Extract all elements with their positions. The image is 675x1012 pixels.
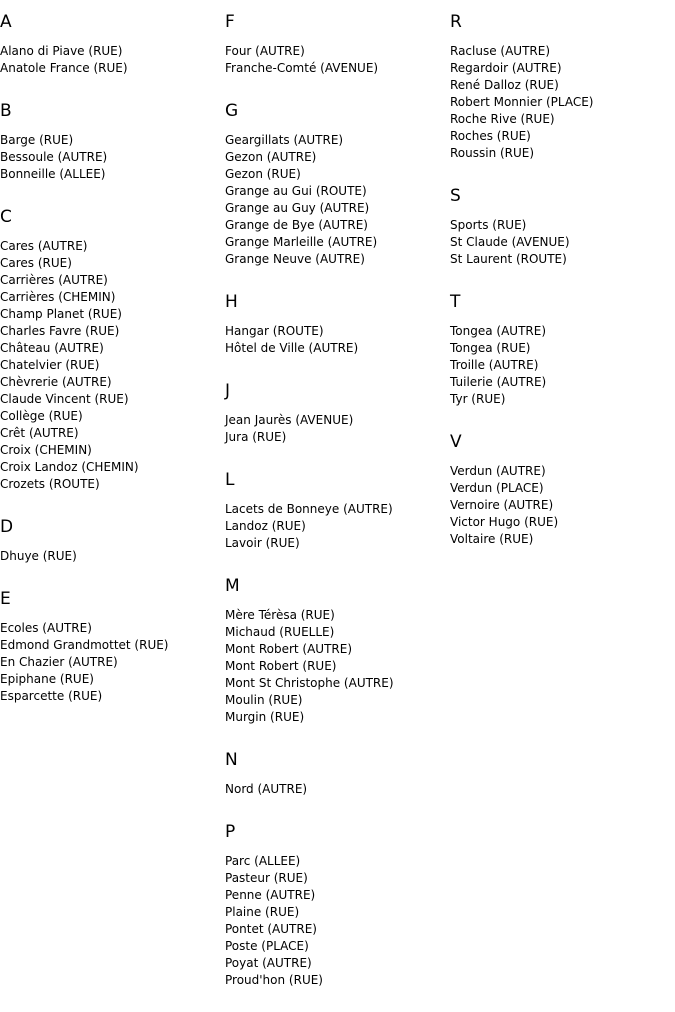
street-list [0, 548, 222, 565]
street-link[interactable]: Verdun (AUTRE) [450, 464, 546, 478]
street-index-column [450, 11, 672, 571]
street-list [225, 607, 447, 726]
street-link[interactable]: Lavoir (RUE) [225, 536, 300, 550]
street-link[interactable]: Croix Landoz (CHEMIN) [0, 460, 139, 474]
street-link[interactable]: Roche Rive (RUE) [450, 112, 555, 126]
street-link[interactable]: Pasteur (RUE) [225, 871, 308, 885]
street-link[interactable]: René Dalloz (RUE) [450, 78, 559, 92]
street-link[interactable]: Bessoule (AUTRE) [0, 150, 108, 164]
letter-heading: D [0, 517, 14, 537]
street-link[interactable]: Crozets (ROUTE) [0, 477, 100, 491]
letter-section-f [225, 11, 447, 77]
street-link[interactable]: Roussin (RUE) [450, 146, 535, 160]
letter-heading: R [450, 12, 462, 32]
street-link[interactable]: Edmond Grandmottet (RUE) [0, 638, 169, 652]
street-link[interactable]: Carrières (AUTRE) [0, 273, 108, 287]
street-link[interactable]: Chèvrerie (AUTRE) [0, 375, 112, 389]
street-link[interactable]: Château (AUTRE) [0, 341, 104, 355]
letter-heading: H [225, 292, 238, 312]
letter-heading: F [225, 12, 235, 32]
street-link[interactable]: Victor Hugo (RUE) [450, 515, 559, 529]
letter-heading: C [0, 207, 12, 227]
street-list [0, 43, 222, 77]
street-link[interactable]: Mont Robert (AUTRE) [225, 642, 353, 656]
street-link[interactable]: Penne (AUTRE) [225, 888, 316, 902]
street-link[interactable]: Anatole France (RUE) [0, 61, 128, 75]
letter-section-h [225, 291, 447, 357]
street-link[interactable]: Cares (AUTRE) [0, 239, 88, 253]
letter-heading: E [0, 589, 11, 609]
letter-section-r [450, 11, 672, 162]
letter-heading: N [225, 750, 238, 770]
street-list [450, 43, 672, 162]
letter-heading: L [225, 470, 235, 490]
street-link[interactable]: Charles Favre (RUE) [0, 324, 120, 338]
street-link[interactable]: Jean Jaurès (AVENUE) [225, 413, 354, 427]
street-link[interactable]: Geargillats (AUTRE) [225, 133, 344, 147]
street-link[interactable]: Plaine (RUE) [225, 905, 300, 919]
street-list [0, 132, 222, 183]
street-index-column [225, 11, 447, 1012]
letter-heading: S [450, 186, 461, 206]
street-link[interactable]: En Chazier (AUTRE) [0, 655, 118, 669]
street-list [450, 217, 672, 268]
street-link[interactable]: Poyat (AUTRE) [225, 956, 312, 970]
street-list [225, 43, 447, 77]
letter-heading: P [225, 822, 236, 842]
letter-heading: A [0, 12, 12, 32]
street-link[interactable]: Croix (CHEMIN) [0, 443, 92, 457]
street-link[interactable]: Epiphane (RUE) [0, 672, 94, 686]
letter-section-d [0, 516, 222, 565]
street-link[interactable]: Verdun (PLACE) [450, 481, 544, 495]
letter-section-t [450, 291, 672, 408]
letter-section-j [225, 380, 447, 446]
letter-section-m [225, 575, 447, 726]
street-list [225, 412, 447, 446]
street-list [225, 501, 447, 552]
street-link[interactable]: Barge (RUE) [0, 133, 74, 147]
letter-heading: T [450, 292, 461, 312]
street-link[interactable]: Alano di Piave (RUE) [0, 44, 123, 58]
street-link[interactable]: Grange au Guy (AUTRE) [225, 201, 370, 215]
letter-section-g [225, 100, 447, 268]
street-link[interactable]: Collège (RUE) [0, 409, 83, 423]
street-link[interactable]: Grange Neuve (AUTRE) [225, 252, 365, 266]
street-link[interactable]: Regardoir (AUTRE) [450, 61, 562, 75]
street-link[interactable]: Troille (AUTRE) [450, 358, 539, 372]
street-link[interactable]: Moulin (RUE) [225, 693, 303, 707]
street-link[interactable]: Voltaire (RUE) [450, 532, 534, 546]
street-list [0, 620, 222, 705]
street-link[interactable]: Parc (ALLEE) [225, 854, 301, 868]
letter-section-n [225, 749, 447, 798]
street-link[interactable]: Mère Térèsa (RUE) [225, 608, 335, 622]
street-list [225, 132, 447, 268]
street-link[interactable]: Michaud (RUELLE) [225, 625, 335, 639]
street-link[interactable]: Robert Monnier (PLACE) [450, 95, 594, 109]
street-link[interactable]: Poste (PLACE) [225, 939, 309, 953]
letter-heading: J [225, 381, 231, 401]
street-link[interactable]: Chatelvier (RUE) [0, 358, 100, 372]
street-link[interactable]: Hôtel de Ville (AUTRE) [225, 341, 359, 355]
street-link[interactable]: Carrières (CHEMIN) [0, 290, 116, 304]
street-link[interactable]: Dhuye (RUE) [0, 549, 77, 563]
street-link[interactable]: Crêt (AUTRE) [0, 426, 79, 440]
street-link[interactable]: Landoz (RUE) [225, 519, 306, 533]
street-link[interactable]: Vernoire (AUTRE) [450, 498, 554, 512]
street-link[interactable]: Murgin (RUE) [225, 710, 305, 724]
street-link[interactable]: Nord (AUTRE) [225, 782, 308, 796]
street-index-column [0, 11, 222, 728]
street-link[interactable]: Tuilerie (AUTRE) [450, 375, 547, 389]
street-link[interactable]: Roches (RUE) [450, 129, 531, 143]
letter-section-p [225, 821, 447, 989]
letter-section-b [0, 100, 222, 183]
street-link[interactable]: Esparcette (RUE) [0, 689, 103, 703]
street-link[interactable]: Claude Vincent (RUE) [0, 392, 129, 406]
street-link[interactable]: Grange de Bye (AUTRE) [225, 218, 368, 232]
street-link[interactable]: Grange Marleille (AUTRE) [225, 235, 378, 249]
street-link[interactable]: Sports (RUE) [450, 218, 527, 232]
letter-section-e [0, 588, 222, 705]
street-link[interactable]: Grange au Gui (ROUTE) [225, 184, 367, 198]
letter-section-l [225, 469, 447, 552]
letter-section-a [0, 11, 222, 77]
street-link[interactable]: Lacets de Bonneye (AUTRE) [225, 502, 393, 516]
street-list [0, 238, 222, 493]
letter-heading: G [225, 101, 239, 121]
street-link[interactable]: Proud'hon (RUE) [225, 973, 323, 987]
letter-section-v [450, 431, 672, 548]
street-list [450, 323, 672, 408]
street-list [225, 323, 447, 357]
street-link[interactable]: Tyr (RUE) [450, 392, 506, 406]
street-link[interactable]: Hangar (ROUTE) [225, 324, 324, 338]
letter-heading: M [225, 576, 240, 596]
street-link[interactable]: Ecoles (AUTRE) [0, 621, 92, 635]
street-link[interactable]: Jura (RUE) [225, 430, 287, 444]
letter-heading: V [450, 432, 462, 452]
street-link[interactable]: Tongea (RUE) [450, 341, 531, 355]
street-link[interactable]: St Laurent (ROUTE) [450, 252, 567, 266]
street-list [225, 853, 447, 989]
street-link[interactable]: Mont St Christophe (AUTRE) [225, 676, 394, 690]
letter-section-c [0, 206, 222, 493]
street-link[interactable]: Franche-Comté (AVENUE) [225, 61, 379, 75]
street-link[interactable]: Four (AUTRE) [225, 44, 305, 58]
street-link[interactable]: Champ Planet (RUE) [0, 307, 122, 321]
street-link[interactable]: St Claude (AVENUE) [450, 235, 570, 249]
street-link[interactable]: Bonneille (ALLEE) [0, 167, 106, 181]
street-link[interactable]: Pontet (AUTRE) [225, 922, 317, 936]
street-link[interactable]: Gezon (AUTRE) [225, 150, 317, 164]
letter-section-s [450, 185, 672, 268]
street-list [225, 781, 447, 798]
street-link[interactable]: Gezon (RUE) [225, 167, 301, 181]
street-list [450, 463, 672, 548]
letter-heading: B [0, 101, 12, 121]
street-link[interactable]: Cares (RUE) [0, 256, 72, 270]
street-link[interactable]: Racluse (AUTRE) [450, 44, 551, 58]
street-link[interactable]: Tongea (AUTRE) [450, 324, 547, 338]
street-link[interactable]: Mont Robert (RUE) [225, 659, 337, 673]
